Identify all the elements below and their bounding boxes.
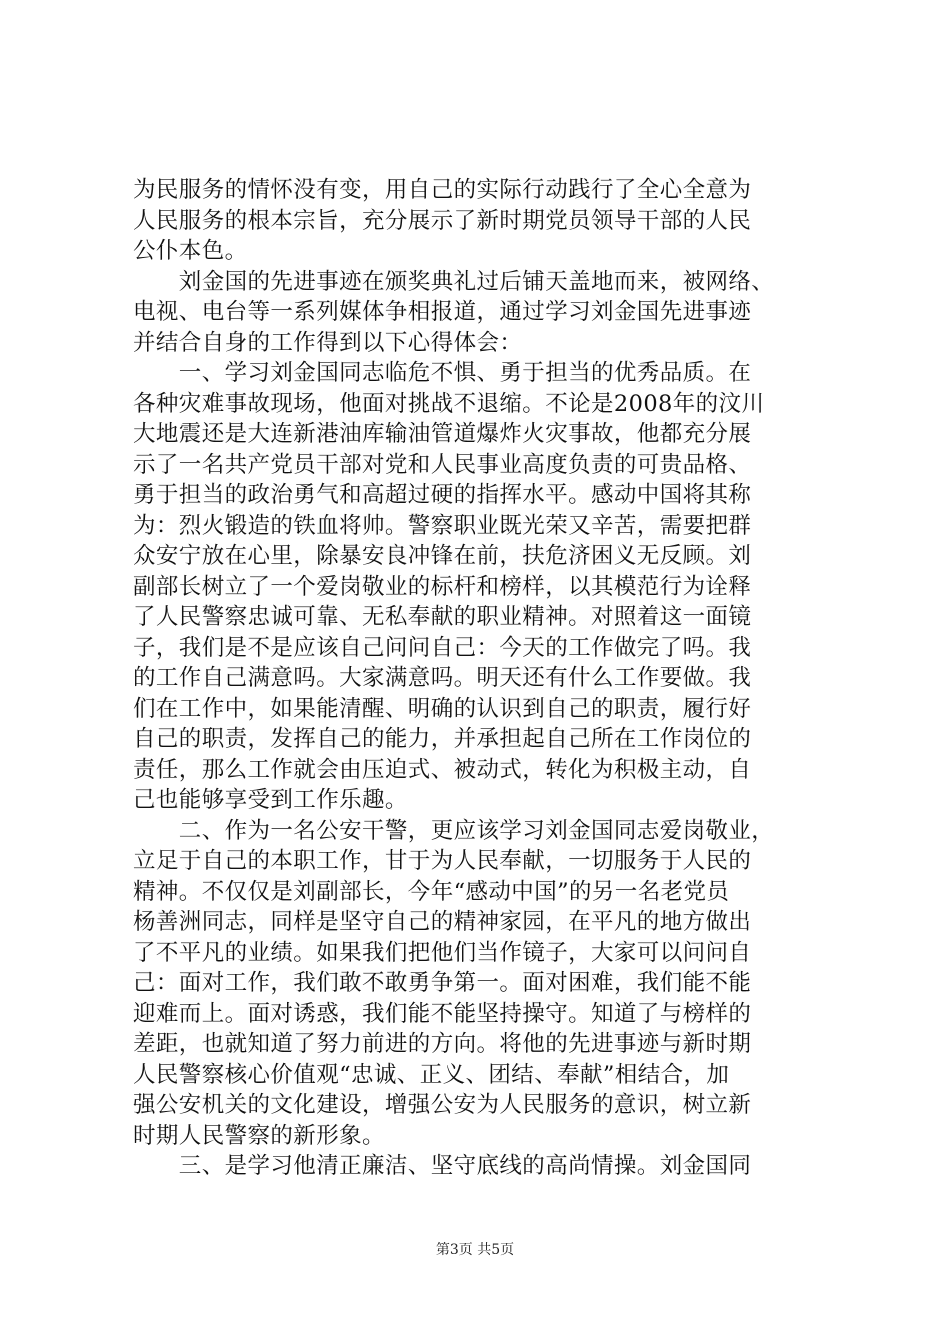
text-line: 迎难而上。面对诱惑，我们能不能坚持操守。知道了与榜样的 xyxy=(133,1000,752,1027)
text-line: 自己的职责，发挥自己的能力，并承担起自己所在工作岗位的 xyxy=(133,726,752,752)
text-line: 公仆本色。 xyxy=(133,238,248,264)
text-line: 人民服务的根本宗旨，充分展示了新时期党员领导干部的人民 xyxy=(133,207,752,234)
text-line: 大地震还是大连新港油库输油管道爆炸火灾事故，他都充分展 xyxy=(133,421,752,447)
text-line: 责任，那么工作就会由压迫式、被动式，转化为积极主动，自 xyxy=(133,756,752,783)
text-line: 人民警察核心价值观“忠诚、正义、团结、奉献”相结合，加 xyxy=(133,1061,730,1088)
text-line: 为：烈火锻造的铁血将帅。警察职业既光荣又辛苦，需要把群 xyxy=(133,512,752,539)
text-line: 刘金国的先进事迹在颁奖典礼过后铺天盖地而来，被网络、 xyxy=(133,268,775,295)
text-line: 各种灾难事故现场，他面对挑战不退缩。不论是2008年的汶川 xyxy=(133,390,765,417)
text-line: 二、作为一名公安干警，更应该学习刘金国同志爱岗敬业， xyxy=(133,817,775,844)
text-line: 示了一名共产党员干部对党和人民事业高度负责的可贵品格、 xyxy=(133,451,752,478)
body-text xyxy=(133,175,833,1182)
text-line: 们在工作中，如果能清醒、明确的认识到自己的职责，履行好 xyxy=(133,695,752,722)
text-line: 一、学习刘金国同志临危不惧、勇于担当的优秀品质。在 xyxy=(133,360,752,386)
text-line: 己：面对工作，我们敢不敢勇争第一。面对困难，我们能不能 xyxy=(133,970,752,996)
text-line: 精神。不仅仅是刘副部长，今年“感动中国”的另一名老党员 xyxy=(133,878,730,905)
text-line: 子，我们是不是应该自己问问自己：今天的工作做完了吗。我 xyxy=(133,634,752,661)
text-line: 副部长树立了一个爱岗敬业的标杆和榜样，以其模范行为诠释 xyxy=(133,573,752,600)
text-line: 己也能够享受到工作乐趣。 xyxy=(133,787,408,813)
text-line: 了不平凡的业绩。如果我们把他们当作镜子，大家可以问问自 xyxy=(133,939,752,966)
text-line: 强公安机关的文化建设，增强公安为人民服务的意识，树立新 xyxy=(133,1092,752,1118)
text-line: 差距，也就知道了努力前进的方向。将他的先进事迹与新时期 xyxy=(133,1031,752,1057)
text-line: 三、是学习他清正廉洁、坚守底线的高尚情操。刘金国同 xyxy=(133,1153,752,1179)
text-line: 的工作自己满意吗。大家满意吗。明天还有什么工作要做。我 xyxy=(133,665,752,691)
page-footer: 第3页 共5页 xyxy=(435,1242,515,1258)
text-line: 勇于担当的政治勇气和高超过硬的指挥水平。感动中国将其称 xyxy=(133,482,752,508)
text-line: 并结合自身的工作得到以下心得体会： xyxy=(133,329,523,356)
text-line: 众安宁放在心里，除暴安良冲锋在前，扶危济困义无反顾。刘 xyxy=(133,543,752,569)
text-line: 时期人民警察的新形象。 xyxy=(133,1122,385,1149)
text-line: 了人民警察忠诚可靠、无私奉献的职业精神。对照着这一面镜 xyxy=(133,604,752,630)
text-line: 立足于自己的本职工作，甘于为人民奉献，一切服务于人民的 xyxy=(133,848,752,874)
text-line: 为民服务的情怀没有变，用自己的实际行动践行了全心全意为 xyxy=(133,177,752,203)
text-line: 杨善洲同志，同样是坚守自己的精神家园，在平凡的地方做出 xyxy=(133,909,752,935)
text-line: 电视、电台等一系列媒体争相报道，通过学习刘金国先进事迹 xyxy=(133,299,752,325)
